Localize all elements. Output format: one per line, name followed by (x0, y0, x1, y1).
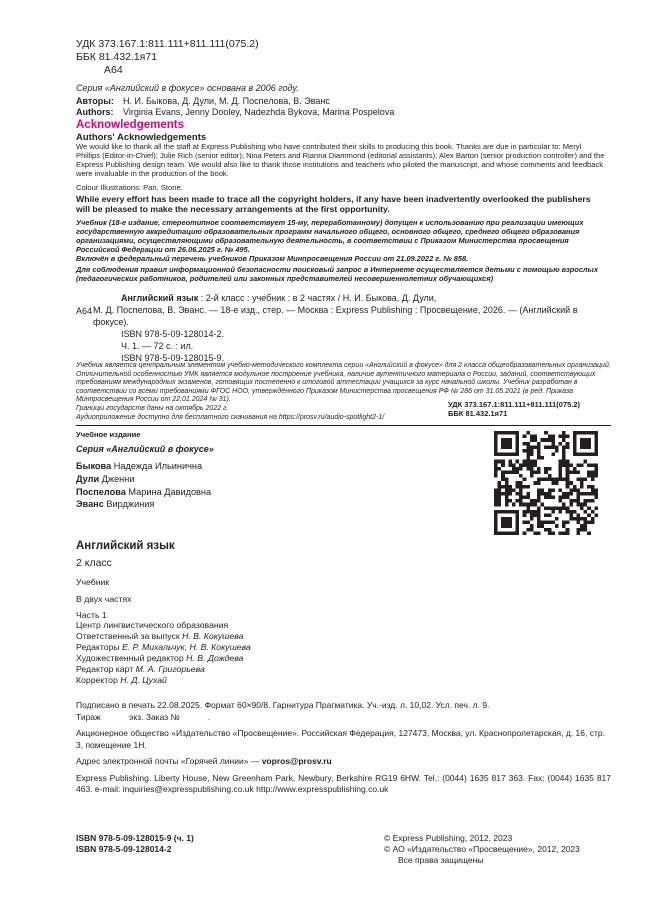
acknowledgements-heading: Acknowledgements (76, 119, 184, 131)
approval-block (76, 218, 611, 263)
staff-row: Центр лингвистического образования (76, 620, 229, 630)
series-note: Серия «Английский в фокусе» основана в 2006 году. (76, 83, 299, 93)
copyright-item: Все права защищены (398, 855, 484, 865)
biblio-isbn1: ISBN 978-5-09-128014-2. (121, 329, 225, 339)
biblio-code: А64 (76, 306, 93, 316)
edition-type: Учебное издание (76, 430, 141, 439)
acknowledgements-text: We would like to thank all the staff at Express Publishing who have contributed their skills to producing this book. Thanks are due in particular to: Meryl Phillips (Editor-in-Chief); Julie Rich (senior editor); Nina Peters and Rianna Diammond (editorial assistants); Alex Barton (senior production controller) and the Express Publishing design team. We would also like to thank those institutions and teachers who piloted the manuscript, and whose comments and feedback were invaluable in the production of the book. (76, 142, 605, 178)
staff-row: Художественный редактор Н. В. Дождева (76, 653, 244, 663)
authors-block (76, 96, 394, 118)
copyright-note: While every effort has been made to trace all the copyright holders, if any have been inadvertently overlooked the publishers will be pleased to make the necessary arrangements at the first opportunity. (76, 194, 591, 214)
isbn-item: ISBN 978-5-09-128014-2 (76, 844, 172, 854)
grade: 2 класс (76, 557, 112, 569)
copyright-list (384, 833, 580, 866)
hotline: Адрес электронной почты «Горячей линии» — vopros@prosv.ru (76, 756, 332, 766)
staff-row: Ответственный за выпуск Н. В. Кокушева (76, 631, 244, 641)
author-names (76, 460, 211, 511)
security-note: Для соблюдения правил информационной безопасности поисковый запрос в Интернете осуществляется детьми с помощью взрослых (педагогических работников, родителей или законных представителей несовершеннолетних обучающихся) (76, 265, 598, 283)
express-address: Express Publishing. Liberty House, New Greenham Park, Newbury, Berkshire RG19 6HW. Tel.: (0044) 1635 817 363. Fax: (0044) 1635 817 463. e-mail: inquiries@expresspublishing.co.uk http://www.expresspublishing.co.uk (76, 772, 611, 794)
copyright-item: © Express Publishing, 2012, 2023 (384, 833, 513, 843)
isbn-item: ISBN 978-5-09-128015-9 (ч. 1) (76, 833, 194, 843)
udk-code: УДК 373.167.1:811.111+811.111(075.2) (76, 38, 259, 50)
hotline-email[interactable]: vopros@prosv.ru (261, 756, 332, 766)
authors-en-label: Authors: (76, 107, 114, 117)
author-name-row: Эванс Вирджиния (76, 499, 155, 510)
biblio-title: Английский язык (121, 293, 199, 303)
author-mark: А64 (104, 64, 123, 76)
borders-note: Границы государств даны на октябрь 2022 г. (76, 404, 229, 412)
print-run: Тираж экз. Заказ № . (76, 711, 211, 722)
author-name-row: Быкова Надежда Ильинична (76, 461, 203, 471)
book-info-item: Учебник (76, 577, 110, 587)
udk-right (448, 400, 580, 418)
series-title: Серия «Английский в фокусе» (76, 444, 214, 454)
umk-text: Учебник является центральным элементом учебно-методического комплекта серии «Английский в фокусе» для 2 класса общеобразовательных организаций. Отличительной особенностью УМК является модульное построение учебника, наличие аутентичного материала о России, заданий, соответствующих требованиям международных экзаменов, готовящих постепенно к итоговой аттестации учащихся за курс начальной школы. Учебник разработан в соответствии со всеми требованиями ФГОС НОО, утверждённого Приказом Министерства просвещения РФ № 286 от 31.05.2021 (в ред. Приказа Минпросвещения России от 22.01.2024 № 31). (76, 362, 611, 404)
divider (76, 425, 611, 426)
staff-row: Корректор Н. Д. Цухай (76, 675, 167, 685)
biblio-line1: : 2-й класс : учебник : в 2 частях / Н. И. Быкова, Д. Дули, (198, 293, 437, 303)
authors-ru-label: Авторы: (76, 96, 114, 106)
biblio-line2: М. Д. Поспелова, В. Эванс. — 18-е изд., стер. — Москва : Express Publishing : Просвещение, 2026. — (Английский в фокусе). (93, 305, 578, 327)
author-name-row: Дули Дженни (76, 473, 135, 484)
print-info (76, 700, 611, 796)
isbn-list (76, 833, 194, 855)
book-info-item: В двух частях (76, 593, 132, 604)
udk-right-udk: УДК 373.167.1:811.111+811.111(075.2) (448, 400, 581, 409)
book-info-item: Часть 1 (76, 610, 107, 620)
biblio-part: Ч. 1. — 72 с. : ил. (121, 341, 194, 351)
colour-illustrations: Colour Illustrations: Pan, Stone. (76, 183, 183, 192)
book-info (76, 574, 132, 624)
authors-en: Virginia Evans, Jenny Dooley, Nadezhda Bykova, Marina Pospelova (123, 107, 395, 117)
author-name-row: Поспелова Марина Давидовна (76, 486, 212, 497)
udk-right-bbk: ББК 81.432.1я71 (448, 409, 508, 418)
copyright-item: © АО «Издательство «Просвещение», 2012, 2023 (384, 844, 580, 854)
book-title: Английский язык (76, 540, 175, 552)
approval-text: Учебник (18-е издание, стереотипное соответствует 15-му, переработанному) допущен к использованию при реализации имеющих государственную аккредитацию образовательных программ начального общего, основного общего, среднего общего образования организациями, осуществляющими образовательную деятельность, в соответствии с Приказом Министерства просвещения Российской Федерации от 26.06.2025 г. № 495. (76, 218, 584, 254)
udk-block (76, 38, 259, 77)
publisher-address: Акционерное общество «Издательство «Просвещение». Российская Федерация, 127473, Москва, ул. Краснопролетарская, д. 16, стр. 3, помещение 1Н. (76, 728, 605, 750)
print-signed: Подписано в печать 22.08.2025. Формат 60×90/8. Гарнитура Прагматика. Уч.-изд. л. 10,02. Усл. печ. л. 9. (76, 700, 490, 710)
bbk-code: ББК 81.432.1я71 (76, 51, 158, 63)
staff-list (76, 620, 251, 686)
qr-code[interactable] (494, 431, 598, 535)
approval-list: Включён в федеральный перечень учебников Приказом Минпросвещения России от 21.09.2022 г. № 858. (76, 254, 469, 263)
staff-row: Редакторы Е. Р. Михальчук, Н. В. Кокушева (76, 642, 251, 652)
biblio-isbn2: ISBN 978-5-09-128015-9. (121, 353, 225, 363)
staff-row: Редактор карт М. А. Григорьева (76, 664, 205, 674)
authors-ru: Н. И. Быкова, Д. Дули, М. Д. Поспелова, В. Эванс (123, 96, 330, 106)
audio-note: Аудиоприложение доступно для бесплатного скачивания на https://prosv.ru/audio-spotlight2-1/ (76, 413, 385, 421)
acknowledgements-subheading: Authors' Acknowledgements (76, 132, 207, 143)
bibliographic-record (93, 292, 613, 364)
